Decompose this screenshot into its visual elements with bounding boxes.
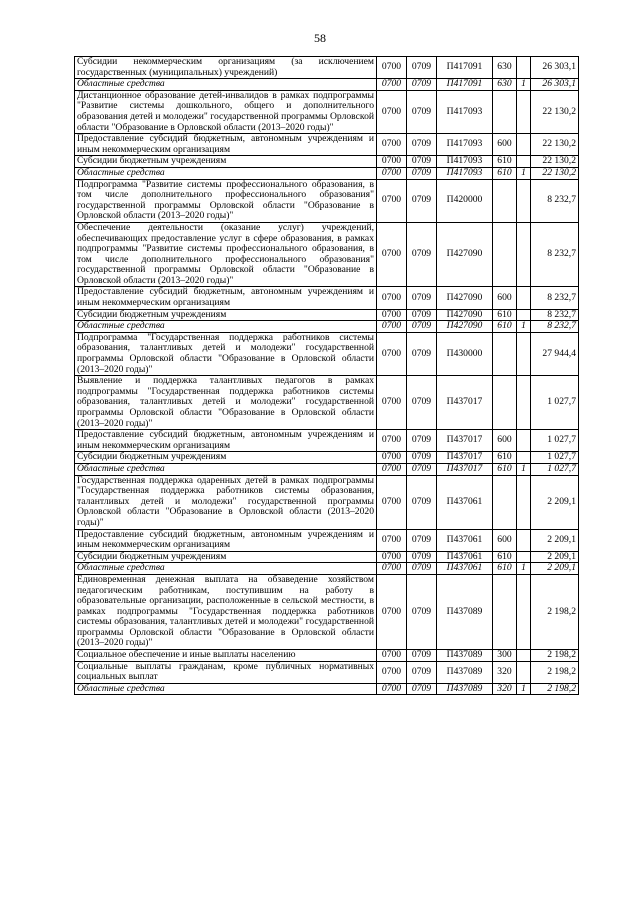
amount-cell: 2 209,1 <box>531 529 579 551</box>
target-article-cell: П417093 <box>437 156 493 168</box>
row-name-cell: Предоставление субсидий бюджетным, автономным учреждениям и иным некоммерческим организациям <box>75 134 377 156</box>
expense-type-cell: 610 <box>493 156 517 168</box>
expense-type-cell <box>493 475 517 529</box>
section-code-cell: 0700 <box>377 287 407 309</box>
section-code-cell: 0700 <box>377 430 407 452</box>
funding-source-cell <box>517 376 531 430</box>
table-row <box>75 57 579 79</box>
section-code-cell: 0700 <box>377 574 407 649</box>
amount-cell: 22 130,2 <box>531 90 579 133</box>
section-code-cell: 0700 <box>377 661 407 683</box>
row-name-cell: Областные средства <box>75 463 377 475</box>
amount-cell: 2 209,1 <box>531 563 579 575</box>
amount-cell: 22 130,2 <box>531 156 579 168</box>
row-name-cell: Обеспечение деятельности (оказание услуг) учреждений, обеспечивающих предоставление услуг в сфере образования, в рамках подпрограммы "Развитие системы профессионального образования, в том числе дополнительного профессионального образования" государственной программы Орловской области "Образование в Орловской области (2013–2020 годы)" <box>75 222 377 287</box>
row-name-cell: Социальные выплаты гражданам, кроме публичных нормативных социальных выплат <box>75 661 377 683</box>
amount-cell: 26 303,1 <box>531 57 579 79</box>
funding-source-cell <box>517 57 531 79</box>
table-row <box>75 332 579 375</box>
subsection-code-cell: 0709 <box>407 661 437 683</box>
funding-source-cell: 1 <box>517 167 531 179</box>
section-code-cell: 0700 <box>377 463 407 475</box>
funding-source-cell <box>517 90 531 133</box>
expense-type-cell: 610 <box>493 551 517 563</box>
subsection-code-cell: 0709 <box>407 650 437 662</box>
funding-source-cell <box>517 574 531 649</box>
expense-type-cell: 600 <box>493 287 517 309</box>
target-article-cell: П437017 <box>437 430 493 452</box>
funding-source-cell <box>517 156 531 168</box>
table-row <box>75 90 579 133</box>
subsection-code-cell: 0709 <box>407 57 437 79</box>
subsection-code-cell: 0709 <box>407 683 437 695</box>
row-name-cell: Подпрограмма "Развитие системы профессионального образования, в том числе дополнительного профессионального образования" государственной программы Орловской области "Образование в Орловской области (2013–2020 годы)" <box>75 179 377 222</box>
funding-source-cell <box>517 452 531 464</box>
amount-cell: 27 944,4 <box>531 332 579 375</box>
table-row <box>75 683 579 695</box>
row-name-cell: Единовременная денежная выплата на обзаведение хозяйством педагогическим работникам, поступившим на работу в образовательные организации, расположенные в сельской местности, в рамках подпрограммы "Государственная поддержка работников системы образования, талантливых детей и молодежи" государственной программы Орловской области "Образование в Орловской области (2013–2020 годы)" <box>75 574 377 649</box>
section-code-cell: 0700 <box>377 650 407 662</box>
table-row <box>75 475 579 529</box>
section-code-cell: 0700 <box>377 321 407 333</box>
funding-source-cell <box>517 475 531 529</box>
subsection-code-cell: 0709 <box>407 430 437 452</box>
row-name-cell: Субсидии бюджетным учреждениям <box>75 551 377 563</box>
amount-cell: 1 027,7 <box>531 430 579 452</box>
section-code-cell: 0700 <box>377 57 407 79</box>
amount-cell: 2 209,1 <box>531 475 579 529</box>
expense-type-cell: 610 <box>493 452 517 464</box>
expense-type-cell: 600 <box>493 134 517 156</box>
amount-cell: 2 198,2 <box>531 574 579 649</box>
subsection-code-cell: 0709 <box>407 79 437 91</box>
target-article-cell: П437089 <box>437 650 493 662</box>
expense-type-cell <box>493 222 517 287</box>
table-row <box>75 661 579 683</box>
subsection-code-cell: 0709 <box>407 529 437 551</box>
target-article-cell: П420000 <box>437 179 493 222</box>
section-code-cell: 0700 <box>377 79 407 91</box>
target-article-cell: П430000 <box>437 332 493 375</box>
target-article-cell: П417091 <box>437 57 493 79</box>
target-article-cell: П437017 <box>437 463 493 475</box>
amount-cell: 2 198,2 <box>531 661 579 683</box>
row-name-cell: Субсидии бюджетным учреждениям <box>75 156 377 168</box>
expense-type-cell <box>493 332 517 375</box>
subsection-code-cell: 0709 <box>407 574 437 649</box>
expense-type-cell: 600 <box>493 529 517 551</box>
row-name-cell: Предоставление субсидий бюджетным, автономным учреждениям и иным некоммерческим организациям <box>75 287 377 309</box>
subsection-code-cell: 0709 <box>407 321 437 333</box>
target-article-cell: П437061 <box>437 475 493 529</box>
amount-cell: 8 232,7 <box>531 287 579 309</box>
funding-source-cell <box>517 179 531 222</box>
row-name-cell: Выявление и поддержка талантливых педагогов в рамках подпрограммы "Государственная поддержка работников системы образования, талантливых детей и молодежи" государственной программы Орловской области "Образование в Орловской области (2013–2020 годы)" <box>75 376 377 430</box>
amount-cell: 2 198,2 <box>531 650 579 662</box>
table-row <box>75 167 579 179</box>
funding-source-cell: 1 <box>517 683 531 695</box>
section-code-cell: 0700 <box>377 332 407 375</box>
section-code-cell: 0700 <box>377 179 407 222</box>
table-row <box>75 309 579 321</box>
target-article-cell: П417091 <box>437 79 493 91</box>
section-code-cell: 0700 <box>377 90 407 133</box>
expense-type-cell: 300 <box>493 650 517 662</box>
subsection-code-cell: 0709 <box>407 376 437 430</box>
target-article-cell: П437061 <box>437 563 493 575</box>
row-name-cell: Дистанционное образование детей-инвалидов в рамках подпрограммы "Развитие системы дошкольного, общего и дополнительного образования детей и молодежи" государственной программы Орловской области "Образование в Орловской области (2013–2020 годы)" <box>75 90 377 133</box>
funding-source-cell <box>517 529 531 551</box>
subsection-code-cell: 0709 <box>407 452 437 464</box>
amount-cell: 1 027,7 <box>531 452 579 464</box>
row-name-cell: Предоставление субсидий бюджетным, автономным учреждениям и иным некоммерческим организациям <box>75 430 377 452</box>
row-name-cell: Областные средства <box>75 563 377 575</box>
target-article-cell: П427090 <box>437 287 493 309</box>
target-article-cell: П437061 <box>437 529 493 551</box>
table-row <box>75 134 579 156</box>
row-name-cell: Субсидии некоммерческим организациям (за исключением государственных (муниципальных) учреждений) <box>75 57 377 79</box>
subsection-code-cell: 0709 <box>407 287 437 309</box>
amount-cell: 8 232,7 <box>531 321 579 333</box>
target-article-cell: П427090 <box>437 222 493 287</box>
target-article-cell: П427090 <box>437 309 493 321</box>
expense-type-cell: 610 <box>493 321 517 333</box>
table-row <box>75 222 579 287</box>
page-number: 58 <box>314 31 326 45</box>
row-name-cell: Социальное обеспечение и иные выплаты населению <box>75 650 377 662</box>
row-name-cell: Областные средства <box>75 321 377 333</box>
funding-source-cell: 1 <box>517 79 531 91</box>
funding-source-cell <box>517 287 531 309</box>
expense-type-cell <box>493 179 517 222</box>
row-name-cell: Областные средства <box>75 167 377 179</box>
expense-type-cell <box>493 574 517 649</box>
target-article-cell: П437089 <box>437 661 493 683</box>
expense-type-cell: 610 <box>493 309 517 321</box>
expense-type-cell <box>493 376 517 430</box>
funding-source-cell <box>517 430 531 452</box>
section-code-cell: 0700 <box>377 134 407 156</box>
row-name-cell: Областные средства <box>75 79 377 91</box>
funding-source-cell <box>517 309 531 321</box>
table-row <box>75 563 579 575</box>
table-row <box>75 156 579 168</box>
funding-source-cell: 1 <box>517 563 531 575</box>
target-article-cell: П417093 <box>437 134 493 156</box>
target-article-cell: П437089 <box>437 574 493 649</box>
amount-cell: 8 232,7 <box>531 222 579 287</box>
expense-type-cell: 610 <box>493 563 517 575</box>
table-row <box>75 650 579 662</box>
budget-table <box>74 56 579 695</box>
subsection-code-cell: 0709 <box>407 463 437 475</box>
subsection-code-cell: 0709 <box>407 309 437 321</box>
funding-source-cell <box>517 222 531 287</box>
expense-type-cell <box>493 90 517 133</box>
expense-type-cell: 630 <box>493 57 517 79</box>
section-code-cell: 0700 <box>377 551 407 563</box>
row-name-cell: Предоставление субсидий бюджетным, автономным учреждениям и иным некоммерческим организациям <box>75 529 377 551</box>
amount-cell: 1 027,7 <box>531 376 579 430</box>
subsection-code-cell: 0709 <box>407 134 437 156</box>
amount-cell: 26 303,1 <box>531 79 579 91</box>
expense-type-cell: 600 <box>493 430 517 452</box>
subsection-code-cell: 0709 <box>407 179 437 222</box>
target-article-cell: П437089 <box>437 683 493 695</box>
table-row <box>75 376 579 430</box>
target-article-cell: П427090 <box>437 321 493 333</box>
row-name-cell: Подпрограмма "Государственная поддержка работников системы образования, талантливых детей и молодежи" государственной программы Орловской области "Образование в Орловской области (2013–2020 годы)" <box>75 332 377 375</box>
subsection-code-cell: 0709 <box>407 167 437 179</box>
amount-cell: 22 130,2 <box>531 167 579 179</box>
section-code-cell: 0700 <box>377 529 407 551</box>
section-code-cell: 0700 <box>377 167 407 179</box>
table-row <box>75 321 579 333</box>
expense-type-cell: 630 <box>493 79 517 91</box>
table-row <box>75 287 579 309</box>
subsection-code-cell: 0709 <box>407 90 437 133</box>
target-article-cell: П437017 <box>437 376 493 430</box>
section-code-cell: 0700 <box>377 222 407 287</box>
amount-cell: 22 130,2 <box>531 134 579 156</box>
amount-cell: 2 209,1 <box>531 551 579 563</box>
amount-cell: 8 232,7 <box>531 309 579 321</box>
amount-cell: 1 027,7 <box>531 463 579 475</box>
funding-source-cell <box>517 134 531 156</box>
amount-cell: 2 198,2 <box>531 683 579 695</box>
funding-source-cell <box>517 650 531 662</box>
section-code-cell: 0700 <box>377 475 407 529</box>
section-code-cell: 0700 <box>377 376 407 430</box>
subsection-code-cell: 0709 <box>407 332 437 375</box>
expense-type-cell: 320 <box>493 683 517 695</box>
row-name-cell: Субсидии бюджетным учреждениям <box>75 309 377 321</box>
table-row <box>75 529 579 551</box>
table-row <box>75 79 579 91</box>
subsection-code-cell: 0709 <box>407 563 437 575</box>
table-row <box>75 574 579 649</box>
subsection-code-cell: 0709 <box>407 156 437 168</box>
row-name-cell: Областные средства <box>75 683 377 695</box>
funding-source-cell: 1 <box>517 463 531 475</box>
funding-source-cell <box>517 551 531 563</box>
target-article-cell: П417093 <box>437 167 493 179</box>
subsection-code-cell: 0709 <box>407 222 437 287</box>
budget-table-body <box>75 57 579 695</box>
expense-type-cell: 610 <box>493 167 517 179</box>
target-article-cell: П437017 <box>437 452 493 464</box>
subsection-code-cell: 0709 <box>407 475 437 529</box>
expense-type-cell: 320 <box>493 661 517 683</box>
table-row <box>75 430 579 452</box>
target-article-cell: П437061 <box>437 551 493 563</box>
table-row <box>75 452 579 464</box>
section-code-cell: 0700 <box>377 683 407 695</box>
section-code-cell: 0700 <box>377 156 407 168</box>
funding-source-cell: 1 <box>517 321 531 333</box>
amount-cell: 8 232,7 <box>531 179 579 222</box>
row-name-cell: Субсидии бюджетным учреждениям <box>75 452 377 464</box>
row-name-cell: Государственная поддержка одаренных детей в рамках подпрограммы "Государственная поддержка работников системы образования, талантливых детей и молодежи" государственной программы Орловской области "Образование в Орловской области (2013–2020 годы)" <box>75 475 377 529</box>
expense-type-cell: 610 <box>493 463 517 475</box>
section-code-cell: 0700 <box>377 452 407 464</box>
table-row <box>75 179 579 222</box>
funding-source-cell <box>517 661 531 683</box>
target-article-cell: П417093 <box>437 90 493 133</box>
table-row <box>75 463 579 475</box>
section-code-cell: 0700 <box>377 563 407 575</box>
subsection-code-cell: 0709 <box>407 551 437 563</box>
funding-source-cell <box>517 332 531 375</box>
table-row <box>75 551 579 563</box>
section-code-cell: 0700 <box>377 309 407 321</box>
